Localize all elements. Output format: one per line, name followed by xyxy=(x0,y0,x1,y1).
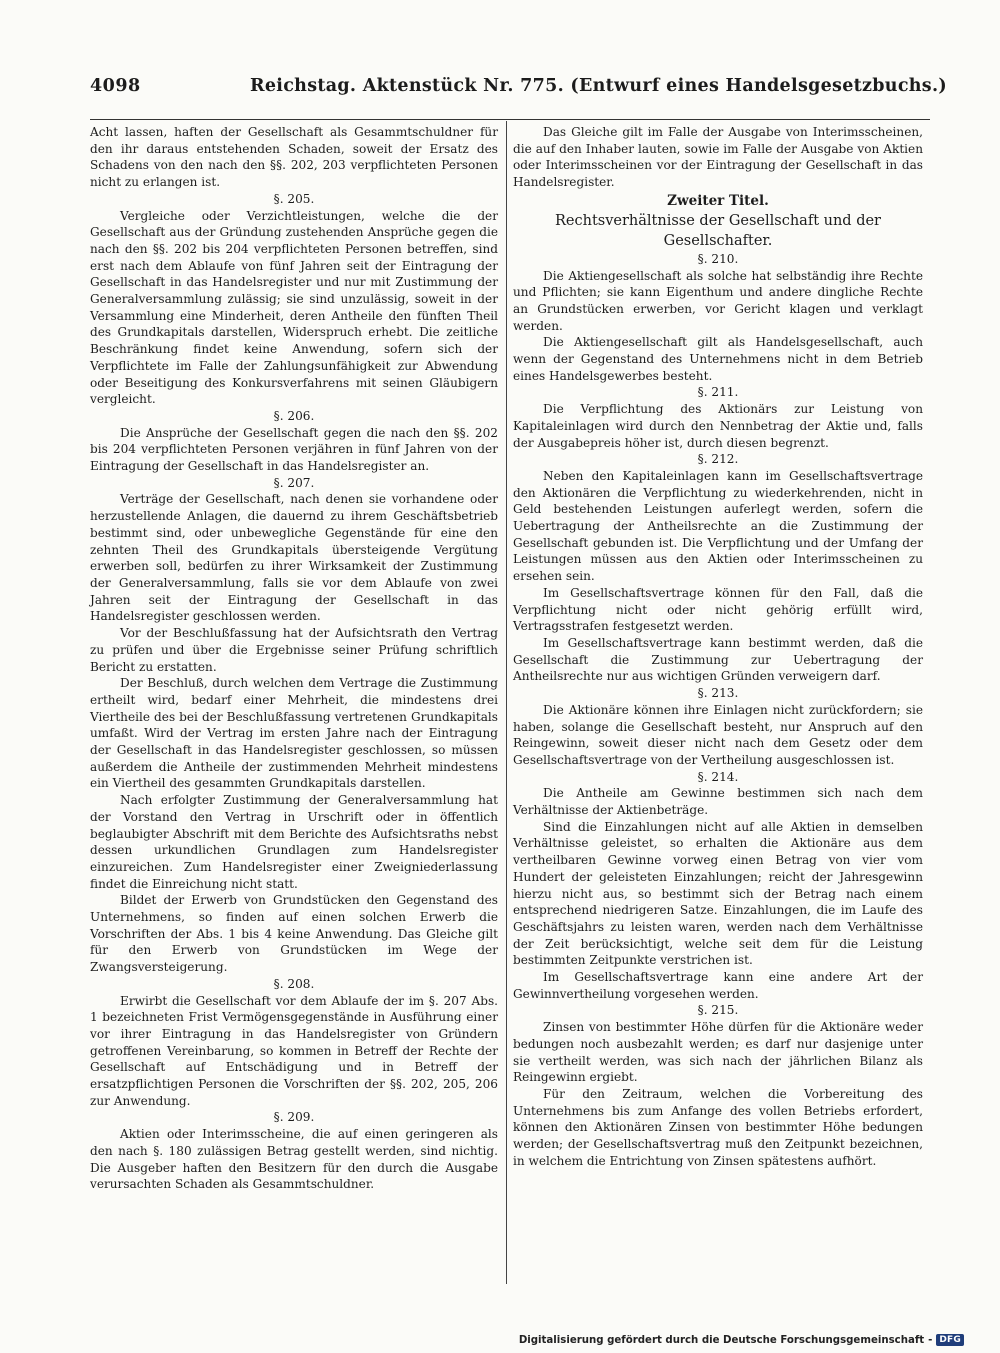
paragraph: Im Gesellschaftsvertrage kann eine andere Art der Gewinnvertheilung vorgesehen werden. xyxy=(513,970,923,1001)
paragraph: Nach erfolgter Zustimmung der Generalversammlung hat der Vorstand den Vertrag in Urschrift oder in öffentlich beglaubigter Abschrift mit dem Berichte des Aufsichtsraths nebst dessen urkundlichen Grundlagen zum Handelsregister einzureichen. Zum Handelsregister einer Zweigniederlassung findet die Einreichung nicht statt. xyxy=(90,793,498,891)
paragraph: Im Gesellschaftsvertrage können für den Fall, daß die Verpflichtung nicht oder nicht gehörig erfüllt wird, Vertragsstrafen festgesetzt werden. xyxy=(513,585,923,634)
credit-text: Digitalisierung gefördert durch die Deutsche Forschungsgemeinschaft xyxy=(518,1334,925,1346)
section-heading: §. 214. xyxy=(697,769,739,784)
paragraph: Im Gesellschaftsvertrage kann bestimmt werden, daß die Gesellschaft die Zustimmung zur Uebertragung der Antheilsrechte nur aus wichtigen Gründen verweigern darf. xyxy=(513,635,923,684)
running-header xyxy=(90,68,947,102)
paragraph: Vor der Beschlußfassung hat der Aufsichtsrath den Vertrag zu prüfen und über die Ergebnisse seiner Prüfung schriftlich Bericht zu erstatten. xyxy=(90,626,498,674)
paragraph: Acht lassen, haften der Gesellschaft als Gesammtschuldner für den ihr daraus entstehenden Schaden, soweit der Ersatz des Schadens von den nach den §§. 202, 203 verpflichteten Personen nicht zu erlangen ist. xyxy=(90,125,498,190)
paragraph: Vergleiche oder Verzichtleistungen, welche die der Gesellschaft aus der Gründung zustehenden Ansprüche gegen die nach den §§. 202 bis 204 verpflichteten Personen betreffen, sind erst nach dem Ablaufe von fünf Jahren seit der Eintragung der Gesellschaft in das Handelsregister und nur mit Zustimmung der Generalversammlung zulässig; sie sind unzulässig, soweit in der Versammlung eine Minderheit, deren Antheile den fünften Theil des Grundkapitals darstellen, Widerspruch erhebt. Die zeitliche Beschränkung findet keine Anwendung, sofern sich der Verpflichtete im Falle der Zahlungsunfähigkeit zur Abwendung oder Beseitigung des Konkursverfahrens mit seinen Gläubigern vergleicht. xyxy=(90,208,498,407)
section-heading: §. 212. xyxy=(697,452,739,467)
paragraph: Sind die Einzahlungen nicht auf alle Aktien in demselben Verhältnisse geleistet, so erhalten die Aktionäre aus dem vertheilbaren Gewinne vorweg einen Betrag von vier vom Hundert der geleisteten Einzahlungen; reicht der Jahresgewinn hierzu nicht aus, so bestimmt sich der Betrag nach einem entsprechend niedrigeren Satze. Einzahlungen, die im Laufe des Geschäftsjahrs zu leisten waren, werden nach dem Verhältnisse der Zeit berücksichtigt, welche seit dem für die Leistung bestimmten Zeitpunkte verstrichen ist. xyxy=(513,819,923,968)
section-heading: §. 215. xyxy=(697,1003,739,1018)
header-rule xyxy=(90,119,930,120)
column-divider xyxy=(506,121,507,1284)
section-heading: §. 213. xyxy=(697,686,739,701)
paragraph: Erwirbt die Gesellschaft vor dem Ablaufe der im §. 207 Abs. 1 bezeichneten Frist Vermögensgegenstände in Ausführung einer vor ihrer Eintragung in das Handelsregister von Gründern getroffenen Vereinbarung, so kommen in Betreff der Rechte der Gesellschaft auf Entschädigung und in Betreff der ersatzpflichtigen Personen die Vorschriften der §§. 202, 205, 206 zur Anwendung. xyxy=(90,993,498,1108)
section-heading: §. 210. xyxy=(697,251,739,266)
header-title: Reichstag. Aktenstück Nr. 775. (Entwurf eines Handelsgesetzbuchs.) xyxy=(250,76,947,96)
paragraph: Die Aktiengesellschaft gilt als Handelsgesellschaft, auch wenn der Gegenstand des Unternehmens nicht in dem Betrieb eines Handelsgewerbes besteht. xyxy=(513,335,923,383)
paragraph: Bildet der Erwerb von Grundstücken den Gegenstand des Unternehmens, so finden auf einen solchen Erwerb die Vorschriften der Abs. 1 bis 4 keine Anwendung. Das Gleiche gilt für den Erwerb von Grundstücken im Wege der Zwangsversteigerung. xyxy=(90,893,498,975)
paragraph: Die Aktiengesellschaft als solche hat selbständig ihre Rechte und Pflichten; sie kann Eigenthum und andere dingliche Rechte an Grundstücken erwerben, vor Gericht klagen und verklagt werden. xyxy=(513,268,923,333)
paragraph: Die Verpflichtung des Aktionärs zur Leistung von Kapitaleinlagen wird durch den Nennbetrag der Aktie und, falls der Ausgabepreis höher ist, durch diesen begrenzt. xyxy=(513,402,923,450)
paragraph: Für den Zeitraum, welchen die Vorbereitung des Unternehmens bis zum Anfange des vollen Betriebs erfordert, können den Aktionären Zinsen von bestimmter Höhe bedungen werden; der Gesellschaftsvertrag muß den Zeitpunkt bezeichnen, in welchem die Entrichtung von Zinsen spätestens aufhört. xyxy=(513,1086,923,1168)
credit-separator: - xyxy=(928,1334,933,1346)
paragraph: Das Gleiche gilt im Falle der Ausgabe von Interimsscheinen, die auf den Inhaber lauten, sowie im Falle der Ausgabe von Aktien oder Interimsscheinen vor der Eintragung der Gesellschaft in das Handelsregister. xyxy=(513,125,923,190)
section-heading: §. 208. xyxy=(273,976,315,991)
left-column xyxy=(90,124,498,1193)
paragraph: Die Aktionäre können ihre Einlagen nicht zurückfordern; sie haben, solange die Gesellschaft besteht, nur Anspruch auf den Reingewinn, soweit dieser nicht nach dem Gesetz oder dem Gesellschaftsvertrage von der Vertheilung ausgeschlossen ist. xyxy=(513,702,923,767)
title-heading: Zweiter Titel. xyxy=(667,192,769,209)
paragraph: Die Ansprüche der Gesellschaft gegen die nach den §§. 202 bis 204 verpflichteten Personen verjähren in fünf Jahren von der Eintragung der Gesellschaft in das Handelsregister an. xyxy=(90,425,498,474)
section-heading: §. 209. xyxy=(273,1110,315,1125)
section-heading: §. 211. xyxy=(697,385,739,400)
page-number: 4098 xyxy=(90,76,141,96)
paragraph: Aktien oder Interimsscheine, die auf einen geringeren als den nach §. 180 zulässigen Betrag gestellt werden, sind nichtig. Die Ausgeber haften den Besitzern für den durch die Ausgabe verursachten Schaden als Gesammtschuldner. xyxy=(90,1127,498,1192)
paragraph: Der Beschluß, durch welchen dem Vertrage die Zustimmung ertheilt wird, bedarf einer Mehrheit, die mindestens drei Viertheile des bei der Beschlußfassung vertretenen Grundkapitals umfaßt. Wird der Vertrag im ersten Jahre nach der Eintragung der Gesellschaft in das Handelsregister geschlossen, so müssen außerdem die Antheile der zustimmenden Mehrheit mindestens ein Viertheil des gesammten Grundkapitals darstellen. xyxy=(90,676,498,791)
paragraph: Neben den Kapitaleinlagen kann im Gesellschaftsvertrage den Aktionären die Verpflichtung zu wiederkehrenden, nicht in Geld bestehenden Leistungen auferlegt werden, sofern die Uebertragung der Antheilsrechte an die Zustimmung der Gesellschaft gebunden ist. Die Verpflichtung und der Umfang der Leistungen müssen aus den Aktien oder Interimsscheinen zu ersehen sein. xyxy=(513,468,923,584)
digitization-credit xyxy=(519,1334,964,1346)
section-heading: §. 205. xyxy=(273,191,315,206)
paragraph: Verträge der Gesellschaft, nach denen sie vorhandene oder herzustellende Anlagen, die dauernd zu ihrem Geschäftsbetrieb bestimmt sind, oder unbewegliche Gegenstände für eine den zehnten Theil des Grundkapitals übersteigende Vergütung erwerben soll, bedürfen zu ihrer Wirksamkeit der Zustimmung der Generalversammlung, falls sie vor dem Ablaufe von zwei Jahren seit der Eintragung der Gesellschaft in das Handelsregister geschlossen werden. xyxy=(90,492,498,624)
paragraph: Zinsen von bestimmter Höhe dürfen für die Aktionäre weder bedungen noch ausbezahlt werden; es darf nur dasjenige unter sie vertheilt werden, was sich nach der jährlichen Bilanz als Reingewinn ergiebt. xyxy=(513,1020,923,1085)
dfg-logo: DFG xyxy=(936,1334,964,1346)
right-column xyxy=(513,124,923,1169)
paragraph: Die Antheile am Gewinne bestimmen sich nach dem Verhältnisse der Aktienbeträge. xyxy=(513,786,923,818)
subtitle-heading: Rechtsverhältnisse der Gesellschaft und der Gesellschafter. xyxy=(554,212,881,249)
section-heading: §. 206. xyxy=(273,408,315,423)
section-heading: §. 207. xyxy=(273,475,315,490)
